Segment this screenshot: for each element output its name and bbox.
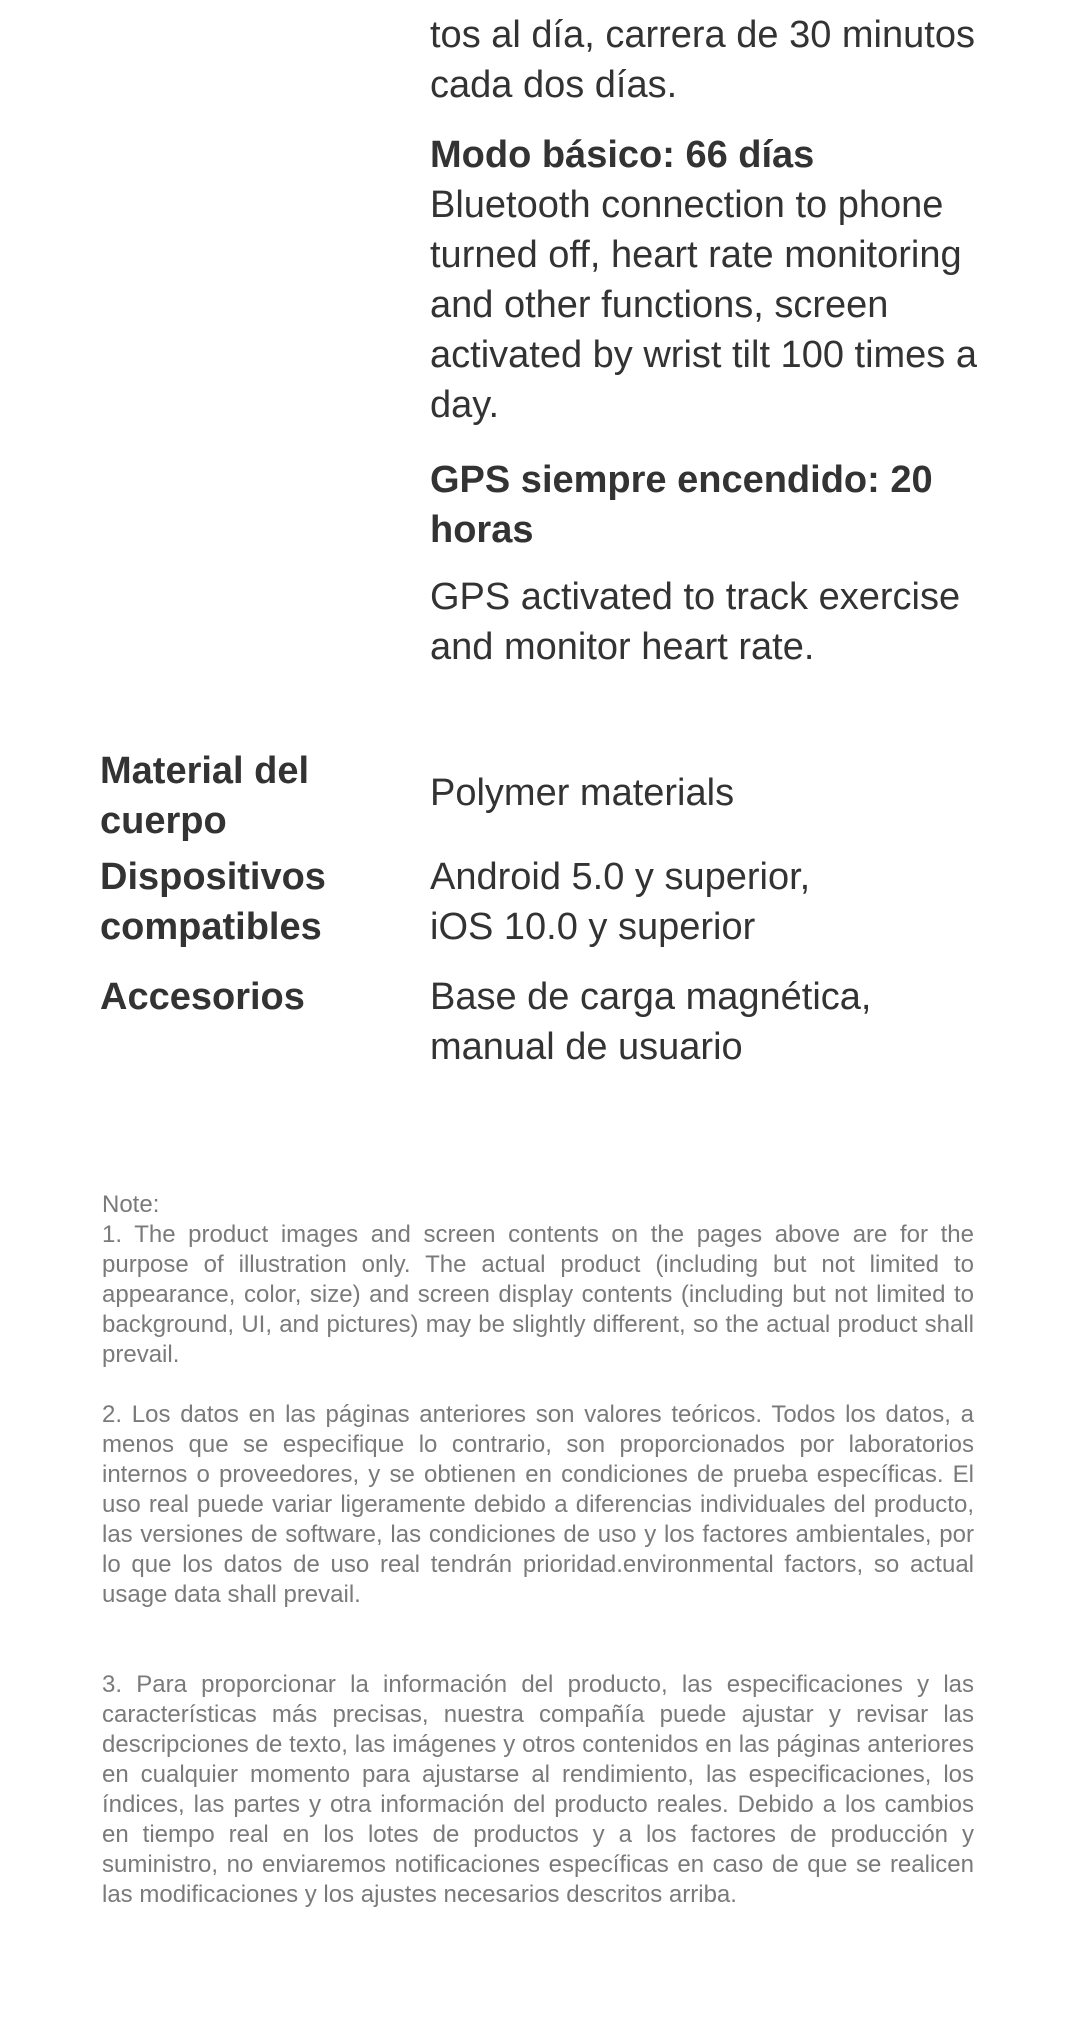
note-1: 1. The product images and screen contents on the pages above are for the purpose of illustration only. The actual product (including but not limited to appearance, color, size) and screen display contents (including but not limited to background, UI, and pictures) may be slightly different, so the actual product shall prevail. <box>102 1221 974 1368</box>
gps-mode-description: GPS activated to track exercise and monitor heart rate. <box>430 576 961 668</box>
spec-value-compatible-devices-line2: iOS 10.0 y superior <box>430 906 756 948</box>
spec-label-accessories: Accesorios <box>100 976 305 1018</box>
spec-value-accessories: Base de carga magnética, manual de usuario <box>430 976 872 1068</box>
note-3: 3. Para proporcionar la información del producto, las especificaciones y las características más precisas, nuestra compañía puede ajustar y revisar las descripciones de texto, las imágenes y otros contenidos en las páginas anteriores en cualquier momento para ajustarse al rendimiento, las especificaciones, los índices, las partes y otra información del producto reales. Debido a los cambios en tiempo real en los lotes de productos y a los factores de producción y suministro, no enviaremos notificaciones específicas en caso de que se realicen las modificaciones y los ajustes necesarios descritos arriba. <box>102 1671 974 1908</box>
basic-mode-description: Bluetooth connection to phone turned off, heart rate monitoring and other functions, screen activated by wrist tilt 100 times a day. <box>430 184 977 426</box>
note-2: 2. Los datos en las páginas anteriores son valores teóricos. Todos los datos, a menos que se especifique lo contrario, son proporcionados por laboratorios internos o proveedores, y se obtienen en condiciones de prueba específicas. El uso real puede variar ligeramente debido a diferencias individuales del producto, las versiones de software, las condiciones de uso y los factores ambientales, por lo que los datos de uso real tendrán prioridad.environmental factors, so actual usage data shall prevail. <box>102 1401 974 1608</box>
gps-mode-title: GPS siempre encendido: 20 horas <box>430 459 933 551</box>
spec-label-body-material: Material del cuerpo <box>100 750 310 842</box>
spec-value-body-material: Polymer materials <box>430 772 735 814</box>
spec-label-compatible-devices: Dispositivos compatibles <box>100 856 326 948</box>
spec-value-compatible-devices-line1: Android 5.0 y superior, <box>430 856 811 898</box>
note-heading: Note: <box>102 1191 160 1218</box>
battery-typical-usage-continuation: tos al día, carrera de 30 minutos cada dos días. <box>430 14 975 106</box>
basic-mode-title: Modo básico: 66 días <box>430 134 815 176</box>
